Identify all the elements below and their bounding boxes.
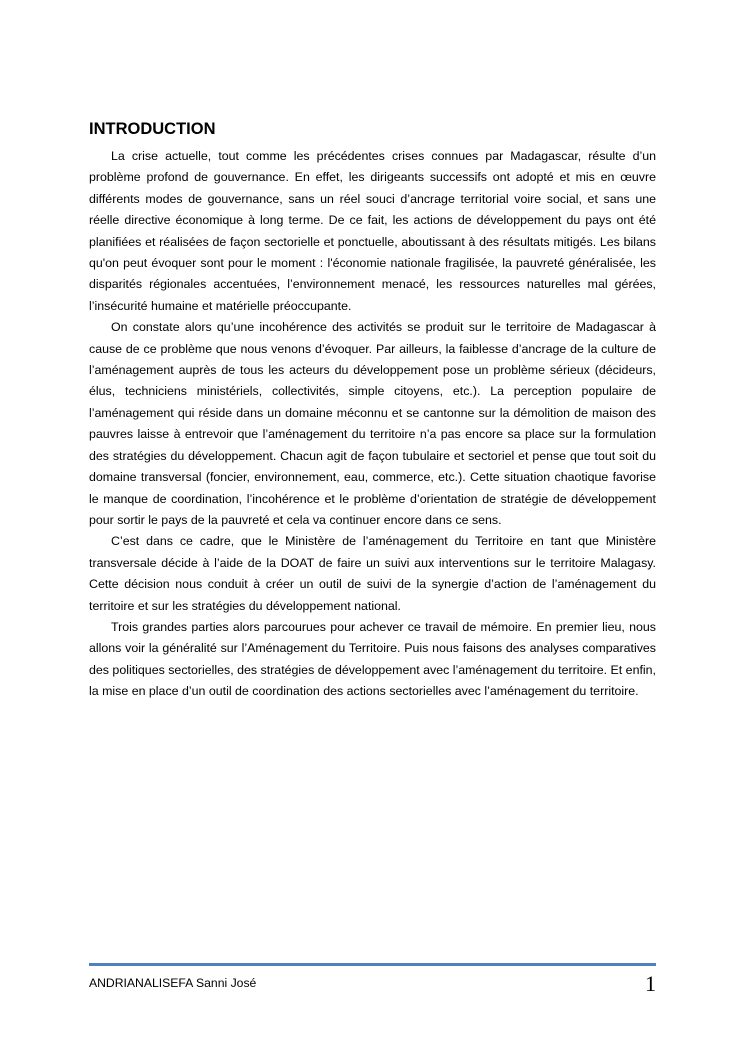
footer-rule <box>89 963 656 966</box>
footer-author: ANDRIANALISEFA Sanni José <box>89 976 257 990</box>
paragraph: Trois grandes parties alors parcourues pour achever ce travail de mémoire. En premier lieu, nous allons voir la généralité sur l’Aménagement du Territoire. Puis nous faisons des analyses comparatives des politiques sectorielles, des stratégies de développement avec l’aménagement du territoire. Et enfin, la mise en place d’un outil de coordination des actions sectorielles avec l’aménagement du territoire. <box>89 619 656 699</box>
paragraph: On constate alors qu’une incohérence des activités se produit sur le territoire de Madagascar à cause de ce problème que nous venons d’évoquer. Par ailleurs, la faiblesse d’ancrage de la culture de l’aménagement auprès de tous les acteurs du développement pose un problème sérieux (décideurs, élus, techniciens ministériels, collectivités, simple citoyens, etc.). La perception populaire de l’aménagement qui réside dans un domaine méconnu et se cantonne sur la démolition de maison des pauvres laisse à entrevoir que l’aménagement du territoire n’a pas encore sa place sur la formulation des stratégies du développement. Chacun agit de façon tubulaire et sectoriel et pense que tout soit du domaine transversal (foncier, environnement, eau, commerce, etc.). Cette situation chaotique favorise le manque de coordination, l’incohérence et le problème d’orientation de stratégie de développement pour sortir le pays de la pauvreté et cela va continuer encore dans ce sens. <box>89 320 656 527</box>
section-heading: INTRODUCTION <box>89 120 216 138</box>
paragraph: La crise actuelle, tout comme les précédentes crises connues par Madagascar, résulte d’un problème profond de gouvernance. En effet, les dirigeants successifs ont adopté et mis en œuvre différents modes de gouvernance, sans un réel souci d’ancrage territorial voire social, et sans une réelle directive économique à long terme. De ce fait, les actions de développement du pays ont été planifiées et réalisées de façon sectorielle et ponctuelle, aboutissant à des résultats mitigés. Les bilans qu'on peut évoquer sont pour le moment : l'économie nationale fragilisée, la pauvreté généralisée, les disparités régionales accentuées, l’environnement menacé, les ressources naturelles mal gérées, l’insécurité humaine et matérielle préoccupante. <box>89 149 656 313</box>
paragraph: C’est dans ce cadre, que le Ministère de l’aménagement du Territoire en tant que Ministère transversale décide à l’aide de la DOAT de faire un suivi aux interventions sur le territoire Malagasy. Cette décision nous conduit à créer un outil de suivi de la synergie d’action de l’aménagement du territoire et sur les stratégies du développement national. <box>89 534 656 613</box>
page-number: 1 <box>645 971 656 996</box>
body-text <box>89 146 656 703</box>
